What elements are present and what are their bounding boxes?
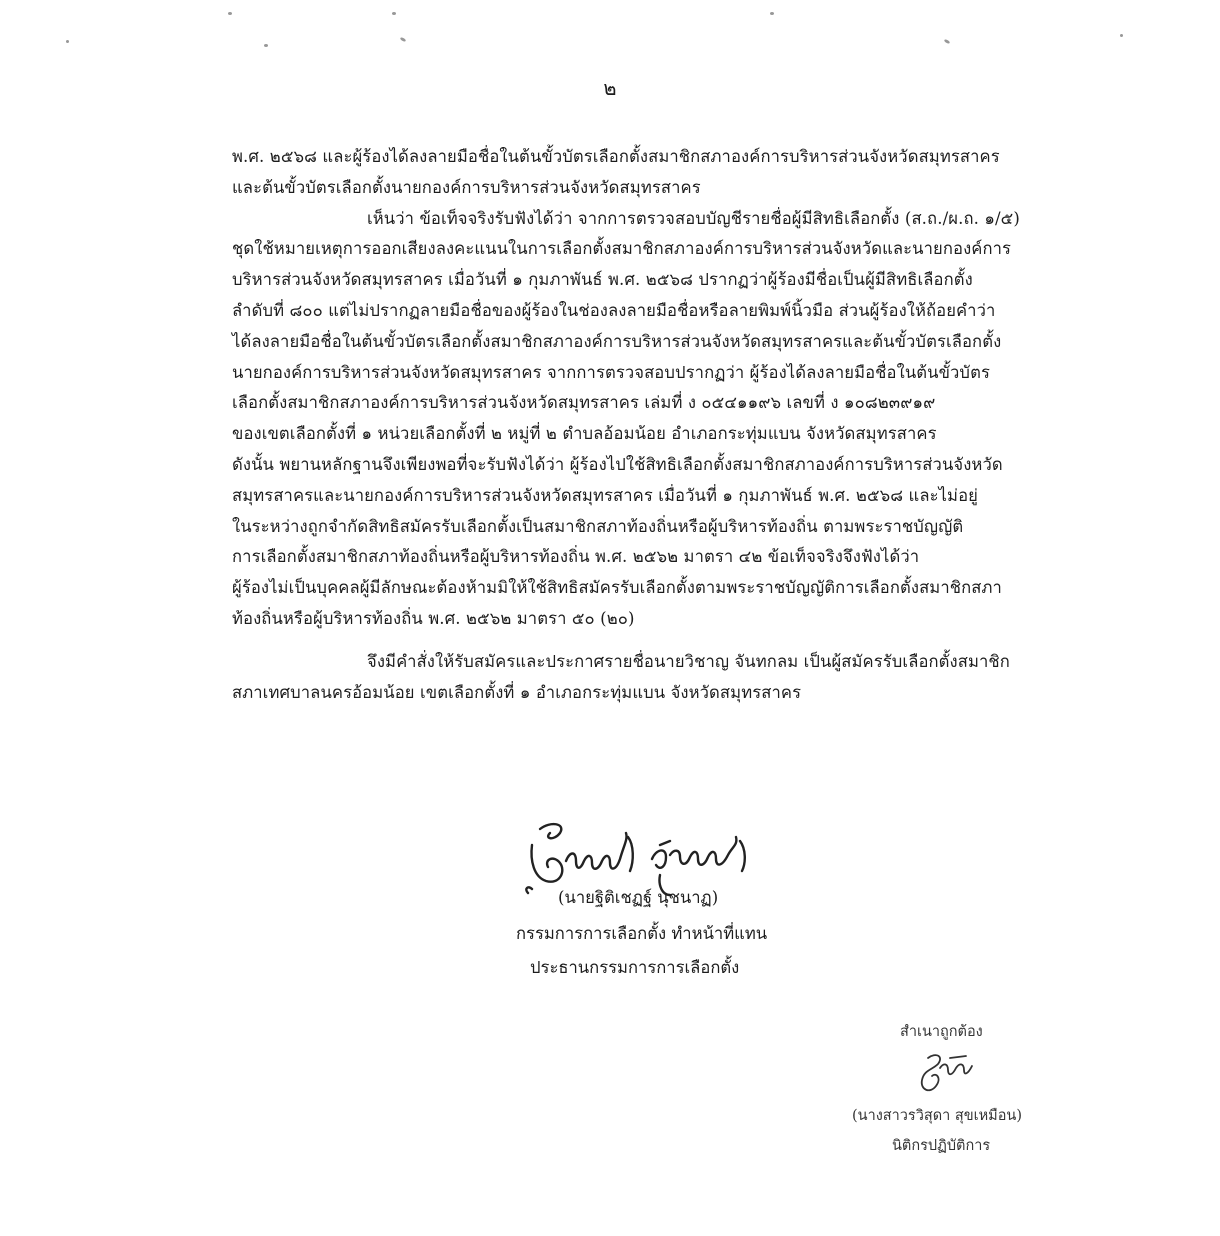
scan-speck — [264, 44, 268, 47]
signer-name: (นายฐิติเชฏฐ์ นุชนาฏ) — [558, 888, 719, 907]
text-line: ท้องถิ่นหรือผู้บริหารท้องถิ่น พ.ศ. ๒๕๖๒ มาตรา ๕๐ (๒๐) — [232, 608, 635, 628]
text-line: นายกองค์การบริหารส่วนจังหวัดสมุทรสาคร จากการตรวจสอบปรากฏว่า ผู้ร้องได้ลงลายมือชื่อในต้นขั้วบัตร — [232, 362, 990, 382]
signer-title: กรรมการการเลือกตั้ง ทำหน้าที่แทน — [516, 924, 768, 943]
text-line: ของเขตเลือกตั้งที่ ๑ หน่วยเลือกตั้งที่ ๒ หมู่ที่ ๒ ตำบลอ้อมน้อย อำเภอกระทุ่มแบน จังหวัดสมุทรสาคร — [232, 424, 937, 444]
text-line: สมุทรสาครและนายกองค์การบริหารส่วนจังหวัดสมุทรสาคร เมื่อวันที่ ๑ กุมภาพันธ์ พ.ศ. ๒๕๖๘ และไม่อยู่ — [232, 485, 978, 505]
certifier-title: นิติกรปฏิบัติการ — [892, 1138, 991, 1154]
page-number: ๒ — [603, 76, 617, 100]
text-line: ผู้ร้องไม่เป็นบุคคลผู้มีลักษณะต้องห้ามมิให้ใช้สิทธิสมัครรับเลือกตั้งตามพระราชบัญญัติการเลือกตั้งสมาชิกสภา — [232, 578, 1002, 598]
scan-speck — [944, 39, 951, 45]
text-line: จึงมีคำสั่งให้รับสมัครและประกาศรายชื่อนายวิชาญ จันทกลม เป็นผู้สมัครรับเลือกตั้งสมาชิก — [367, 651, 1010, 671]
order-body — [232, 142, 1066, 708]
scan-speck — [1120, 34, 1123, 37]
text-line: เลือกตั้งสมาชิกสภาองค์การบริหารส่วนจังหวัดสมุทรสาคร เล่มที่ ง ๐๕๔๑๑๙๖ เลขที่ ง ๑๐๘๒๓๙๑๙ — [232, 393, 936, 413]
certifier-signature — [910, 1048, 980, 1098]
paragraph-order — [232, 647, 1066, 709]
paragraph-findings — [232, 204, 1066, 635]
certifier-name: (นางสาวรวิสุดา สุขเหมือน) — [852, 1108, 1022, 1124]
text-line: ลำดับที่ ๘๐๐ แต่ไม่ปรากฏลายมือชื่อของผู้ร้องในช่องลงลายมือชื่อหรือลายพิมพ์นิ้วมือ ส่วนผู้ร้องให้ถ้อยคำว่า — [232, 300, 996, 320]
text-line: สภาเทศบาลนครอ้อมน้อย เขตเลือกตั้งที่ ๑ อำเภอกระทุ่มแบน จังหวัดสมุทรสาคร — [232, 682, 802, 702]
signer-title-secondary: ประธานกรรมการการเลือกตั้ง — [530, 958, 740, 977]
text-line: ในระหว่างถูกจำกัดสิทธิสมัครรับเลือกตั้งเป็นสมาชิกสภาท้องถิ่นหรือผู้บริหารท้องถิ่น ตามพระราชบัญญัติ — [232, 516, 964, 536]
scan-speck — [400, 37, 407, 43]
text-line: เห็นว่า ข้อเท็จจริงรับฟังได้ว่า จากการตรวจสอบบัญชีรายชื่อผู้มีสิทธิเลือกตั้ง (ส.ถ./ผ.ถ. ๑/๕) — [367, 208, 1020, 228]
certified-copy-label: สำเนาถูกต้อง — [900, 1024, 983, 1040]
text-line: บริหารส่วนจังหวัดสมุทรสาคร เมื่อวันที่ ๑ กุมภาพันธ์ พ.ศ. ๒๕๖๘ ปรากฏว่าผู้ร้องมีชื่อเป็นผู้มีสิทธิเลือกตั้ง — [232, 270, 973, 290]
scan-speck — [66, 40, 69, 43]
text-line: พ.ศ. ๒๕๖๘ และผู้ร้องได้ลงลายมือชื่อในต้นขั้วบัตรเลือกตั้งสมาชิกสภาองค์การบริหารส่วนจังหวัดสมุทรสาคร — [232, 147, 1000, 166]
scan-speck — [392, 12, 396, 15]
text-line: การเลือกตั้งสมาชิกสภาท้องถิ่นหรือผู้บริหารท้องถิ่น พ.ศ. ๒๕๖๒ มาตรา ๔๒ ข้อเท็จจริงจึงฟังได้ว่า — [232, 547, 920, 567]
paragraph-intro — [232, 142, 1066, 204]
text-line: และต้นขั้วบัตรเลือกตั้งนายกองค์การบริหารส่วนจังหวัดสมุทรสาคร — [232, 177, 701, 197]
text-line: ชุดใช้หมายเหตุการออกเสียงลงคะแนนในการเลือกตั้งสมาชิกสภาองค์การบริหารส่วนจังหวัดและนายกองค์การ — [232, 239, 1012, 259]
text-line: ได้ลงลายมือชื่อในต้นขั้วบัตรเลือกตั้งสมาชิกสภาองค์การบริหารส่วนจังหวัดสมุทรสาครและต้นขั้วบัตรเลือกตั้ง — [232, 331, 1002, 351]
scan-speck — [770, 12, 774, 15]
text-line: ดังนั้น พยานหลักฐานจึงเพียงพอที่จะรับฟังได้ว่า ผู้ร้องไปใช้สิทธิเลือกตั้งสมาชิกสภาองค์การบริหารส่วนจังหวัด — [232, 454, 1003, 474]
scan-speck — [228, 12, 232, 15]
